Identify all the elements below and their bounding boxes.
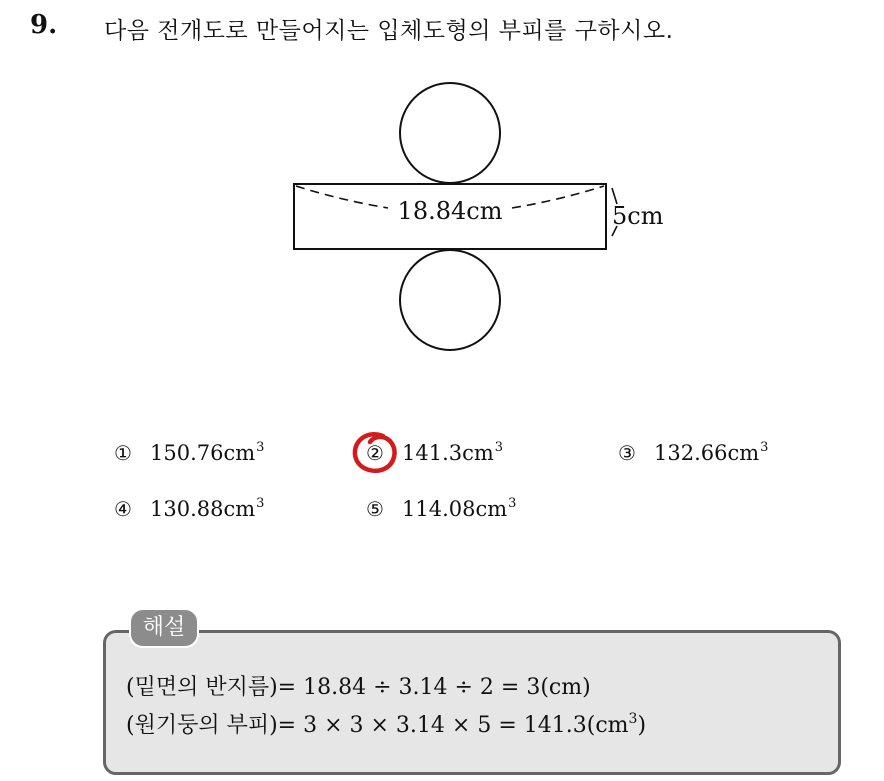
choice-3-exp: 3 (760, 440, 769, 455)
top-base-circle (400, 83, 500, 183)
solution-box (103, 630, 841, 775)
solution-line-1: (밑면의 반지름)= 18.84 ÷ 3.14 ÷ 2 = 3(cm) (126, 675, 591, 700)
choice-2-mark: ② (366, 441, 384, 465)
question-text: 다음 전개도로 만들어지는 입체도형의 부피를 구하시오. (104, 18, 674, 44)
choice-5[interactable] (362, 496, 516, 521)
solution-line-2-end: ) (637, 713, 647, 738)
choice-3[interactable] (614, 440, 768, 465)
choice-1-value: 150.76cm (150, 441, 256, 465)
solution-tag: 해설 (129, 608, 199, 648)
choice-2-value: 141.3cm (402, 441, 494, 465)
circumference-left-dashed-arc (296, 186, 388, 208)
circumference-label: 18.84cm (397, 197, 503, 225)
solution-line-2-exp: 3 (628, 711, 638, 727)
choice-4[interactable] (110, 496, 264, 521)
choice-4-value: 130.88cm (150, 497, 256, 521)
choice-2-exp: 3 (494, 440, 504, 455)
question-number: 9. (30, 10, 58, 40)
solution-line-2-main: (원기둥의 부피)= 3 × 3 × 3.14 × 5 = 141.3(cm (126, 713, 629, 738)
choice-1-exp: 3 (256, 440, 265, 455)
solution-line-2 (126, 708, 646, 739)
choice-4-mark: ④ (114, 497, 132, 521)
choice-1-mark: ① (114, 441, 132, 465)
choice-5-mark: ⑤ (366, 497, 384, 521)
bottom-base-circle (400, 250, 500, 350)
choice-3-value: 132.66cm (654, 441, 760, 465)
circumference-right-dashed-arc (512, 186, 604, 208)
choice-5-exp: 3 (508, 496, 517, 511)
answer-marker-circle (350, 428, 404, 478)
choice-1[interactable] (110, 440, 264, 465)
choice-4-exp: 3 (256, 496, 265, 511)
choice-5-value: 114.08cm (402, 497, 508, 521)
height-label: 5cm (612, 202, 664, 230)
choice-3-mark: ③ (618, 441, 636, 465)
